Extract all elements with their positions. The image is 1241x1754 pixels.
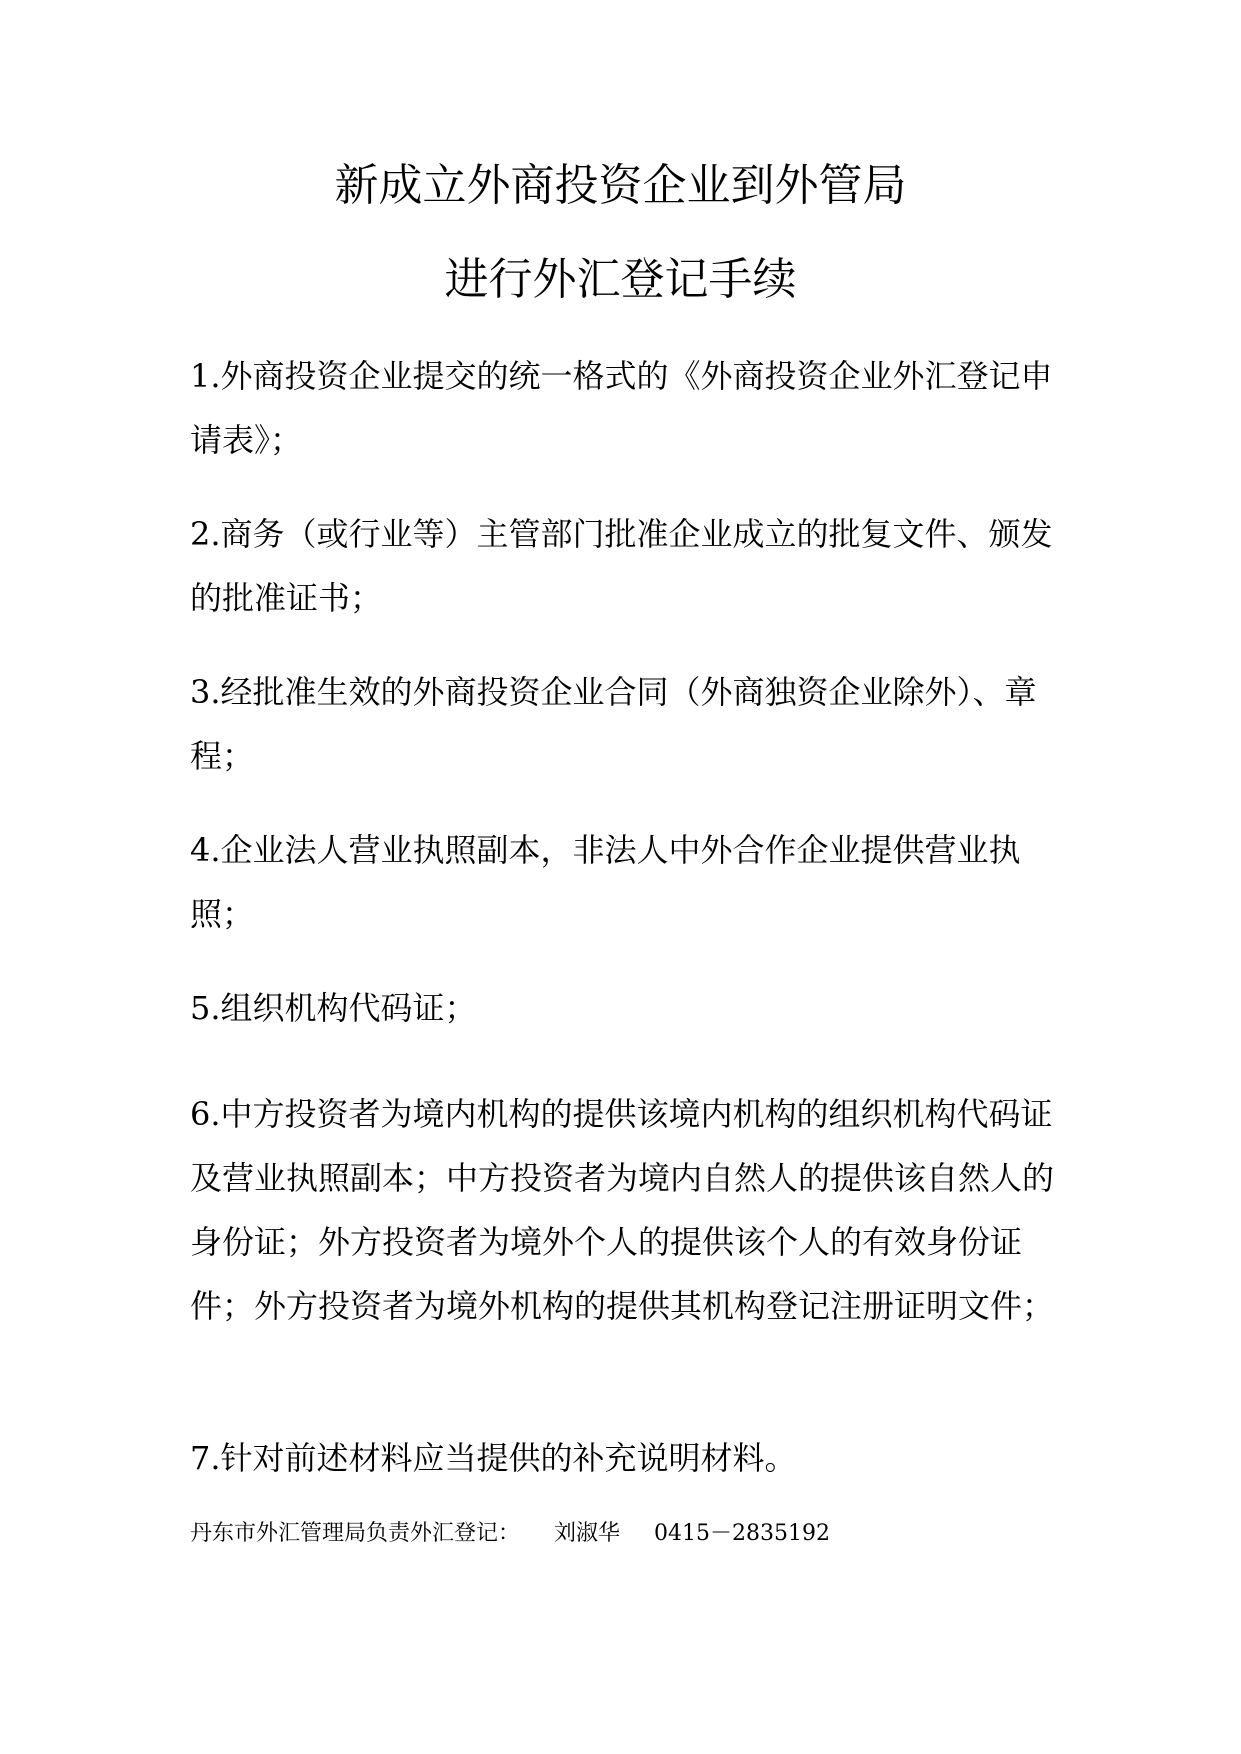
contact-name: 刘淑华: [554, 1521, 621, 1546]
page-title-line-2: 进行外汇登记手续: [444, 254, 797, 305]
list-item: 1.外商投资企业提交的统一格式的《外商投资企业外汇登记申请表》；: [190, 357, 1053, 459]
list-item: 7.针对前述材料应当提供的补充说明材料。: [190, 1439, 797, 1477]
list-item: 5.组织机构代码证；: [190, 989, 477, 1027]
contact-label: 丹东市外汇管理局负责外汇登记：: [190, 1521, 521, 1546]
list-item: 3.经批准生效的外商投资企业合同（外商独资企业除外）、章程；: [190, 673, 1037, 775]
list-item: 6.中方投资者为境内机构的提供该境内机构的组织机构代码证及营业执照副本；中方投资者为境内自然人的提供该自然人的身份证；外方投资者为境外个人的提供该个人的有效身份证件；外方投资者为境外机构的提供其机构登记注册证明文件；: [190, 1095, 1055, 1325]
contact-footer: [190, 1518, 830, 1550]
list-item: 2.商务（或行业等）主管部门批准企业成立的批复文件、颁发的批准证书；: [190, 515, 1053, 617]
contact-phone: 0415－2835192: [654, 1521, 830, 1546]
page-title-line-1: 新成立外商投资企业到外管局: [334, 160, 907, 211]
list-item: 4.企业法人营业执照副本，非法人中外合作企业提供营业执照；: [190, 831, 1021, 933]
